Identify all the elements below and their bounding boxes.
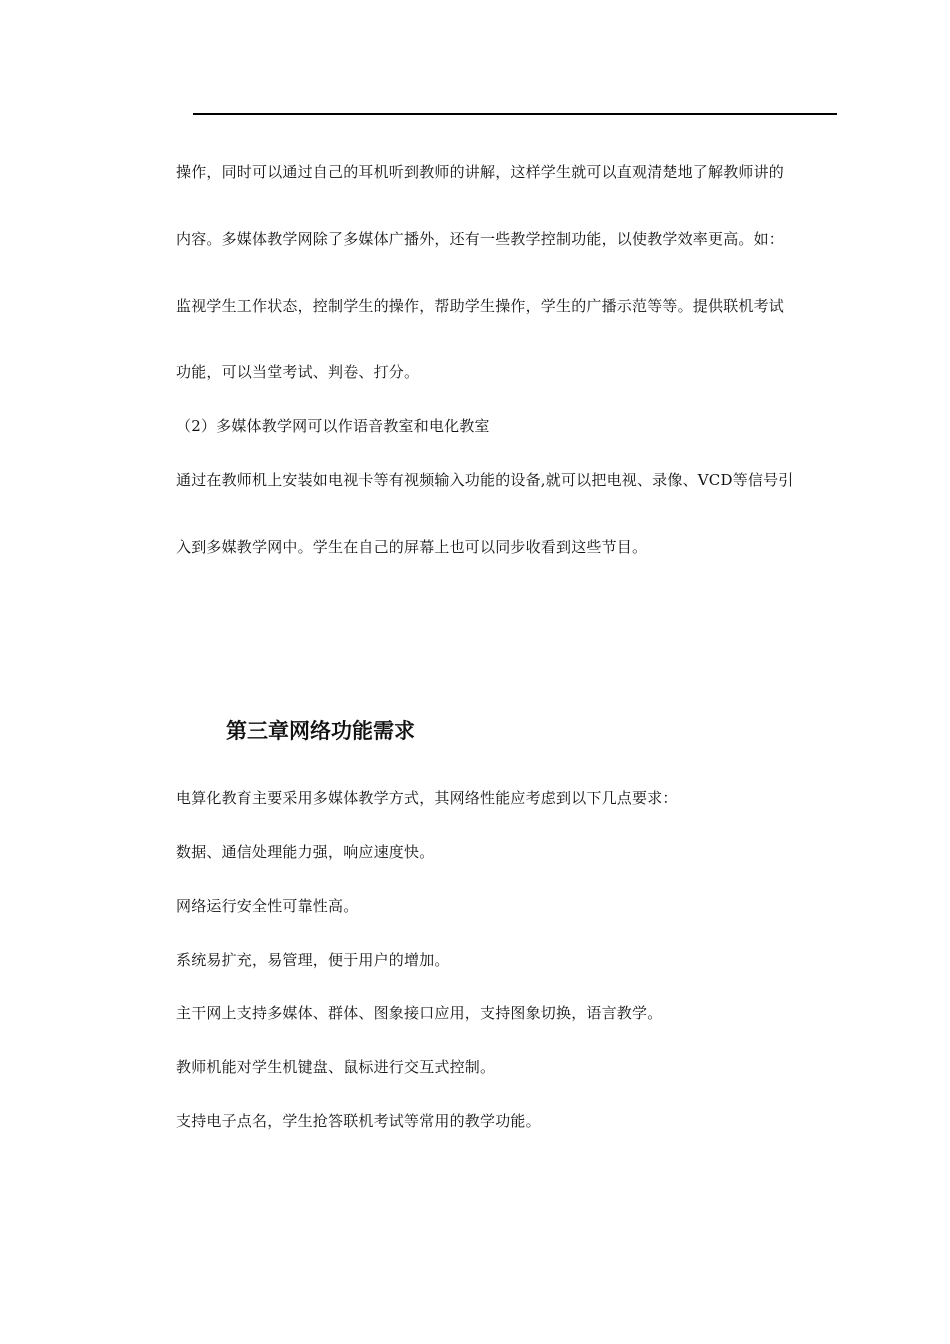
paragraph-line: 监视学生工作状态，控制学生的操作，帮助学生操作，学生的广播示范等等。提供联机考试 — [176, 297, 785, 315]
requirement-item: 主干网上支持多媒体、群体、图象接口应用，支持图象切换，语言教学。 — [176, 1004, 663, 1022]
requirement-item: 数据、通信处理能力强，响应速度快。 — [176, 843, 435, 861]
requirement-item: 支持电子点名，学生抢答联机考试等常用的教学功能。 — [176, 1112, 541, 1130]
paragraph-line: 通过在教师机上安装如电视卡等有视频输入功能的设备,就可以把电视、录像、VCD等信号引 — [176, 471, 794, 489]
paragraph-line: 操作，同时可以通过自己的耳机听到教师的讲解，这样学生就可以直观清楚地了解教师讲的 — [176, 163, 785, 181]
chapter-intro: 电算化教育主要采用多媒体教学方式，其网络性能应考虑到以下几点要求： — [176, 789, 678, 807]
header-rule — [193, 113, 837, 115]
requirement-item: 教师机能对学生机键盘、鼠标进行交互式控制。 — [176, 1058, 496, 1076]
subheading: （2）多媒体教学网可以作语音教室和电化教室 — [176, 417, 490, 435]
paragraph-line: 入到多媒教学网中。学生在自己的屏幕上也可以同步收看到这些节目。 — [176, 538, 648, 556]
requirement-item: 网络运行安全性可靠性高。 — [176, 897, 359, 915]
requirement-item: 系统易扩充，易管理，便于用户的增加。 — [176, 951, 450, 969]
chapter-title: 第三章网络功能需求 — [226, 719, 415, 743]
paragraph-line: 内容。多媒体教学网除了多媒体广播外，还有一些教学控制功能，以使教学效率更高。如： — [176, 230, 785, 248]
paragraph-line: 功能，可以当堂考试、判卷、打分。 — [176, 363, 420, 381]
